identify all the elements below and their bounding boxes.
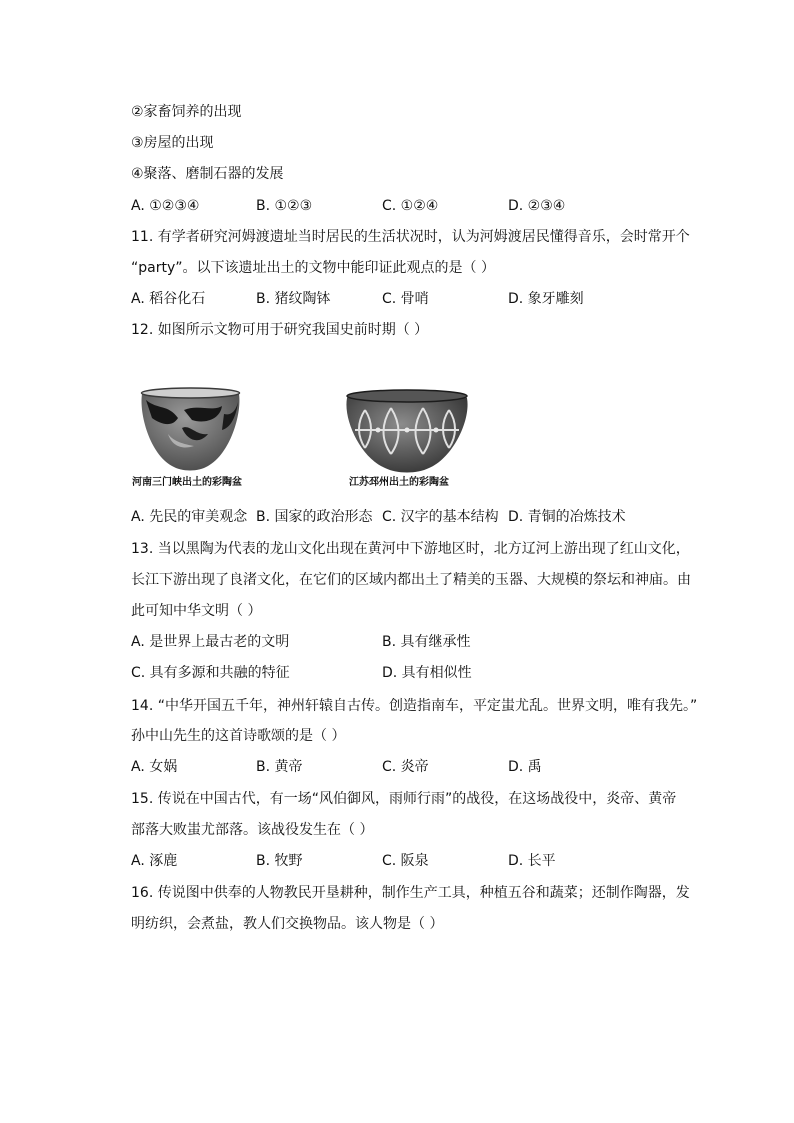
q16-stem-line2: 明纺织，会煮盐，教人们交换物品。该人物是（ ） [131, 916, 444, 932]
q15-stem-line1: 15. 传说在中国古代，有一场“风伯御风，雨师行雨”的战役，在这场战役中，炎帝、黄帝 [131, 791, 677, 807]
q10-item-4: ④聚落、磨制石器的发展 [131, 166, 284, 182]
q12-option-c: C. 汉字的基本结构 [382, 509, 499, 525]
q11-option-c: C. 骨哨 [382, 291, 429, 307]
q10-option-b: B. ①②③ [256, 198, 313, 214]
figure-caption-pizhou: 江苏邳州出土的彩陶盆 [349, 477, 449, 488]
q10-item-2: ②家畜饲养的出现 [131, 104, 242, 120]
q15-option-c: C. 阪泉 [382, 853, 429, 869]
q10-option-d: D. ②③④ [508, 198, 566, 214]
q14-option-c: C. 炎帝 [382, 759, 429, 775]
q11-stem-line2: “party”。以下该遗址出土的文物中能印证此观点的是（ ） [131, 260, 495, 276]
figure-caption-sanmenxia: 河南三门峡出土的彩陶盆 [132, 477, 242, 488]
q12-option-b: B. 国家的政治形态 [256, 509, 373, 525]
painted-pottery-basin-pizhou-image [343, 386, 471, 474]
q10-option-a: A. ①②③④ [131, 198, 200, 214]
q14-option-a: A. 女娲 [131, 759, 178, 775]
q13-option-a: A. 是世界上最古老的文明 [131, 634, 290, 650]
q13-stem-line2: 长江下游出现了良渚文化，在它们的区域内都出土了精美的玉器、大规模的祭坛和神庙。由 [131, 572, 691, 588]
q15-option-b: B. 牧野 [256, 853, 303, 869]
q13-stem-line3: 此可知中华文明（ ） [131, 603, 262, 619]
q15-stem-line2: 部落大败蚩尤部落。该战役发生在（ ） [131, 822, 374, 838]
q15-option-d: D. 长平 [508, 853, 556, 869]
q16-stem-line1: 16. 传说图中供奉的人物教民开垦耕种，制作生产工具，种植五谷和蔬菜；还制作陶器，发 [131, 885, 690, 901]
q13-option-b: B. 具有继承性 [382, 634, 471, 650]
q11-option-a: A. 稻谷化石 [131, 291, 206, 307]
q14-option-b: B. 黄帝 [256, 759, 303, 775]
painted-pottery-basin-sanmenxia-image [138, 384, 243, 472]
q12-option-d: D. 青铜的冶炼技术 [508, 509, 626, 525]
q10-option-c: C. ①②④ [382, 198, 439, 214]
q12-stem: 12. 如图所示文物可用于研究我国史前时期（ ） [131, 322, 429, 338]
q13-option-d: D. 具有相似性 [382, 665, 472, 681]
q11-option-d: D. 象牙雕刻 [508, 291, 584, 307]
q15-option-a: A. 涿鹿 [131, 853, 178, 869]
q12-option-a: A. 先民的审美观念 [131, 509, 248, 525]
q11-stem-line1: 11. 有学者研究河姆渡遗址当时居民的生活状况时，认为河姆渡居民懂得音乐，会时常开个 [131, 229, 690, 245]
q13-stem-line1: 13. 当以黑陶为代表的龙山文化出现在黄河中下游地区时，北方辽河上游出现了红山文化， [131, 541, 690, 557]
q14-stem-line2: 孙中山先生的这首诗歌颂的是（ ） [131, 728, 346, 744]
q11-option-b: B. 猪纹陶钵 [256, 291, 331, 307]
q14-stem-line1: 14. “中华开国五千年，神州轩辕自古传。创造指南车，平定蚩尤乱。世界文明，唯有我先。” [131, 698, 698, 714]
q14-option-d: D. 禹 [508, 759, 542, 775]
q10-item-3: ③房屋的出现 [131, 135, 214, 151]
q13-option-c: C. 具有多源和共融的特征 [131, 665, 290, 681]
